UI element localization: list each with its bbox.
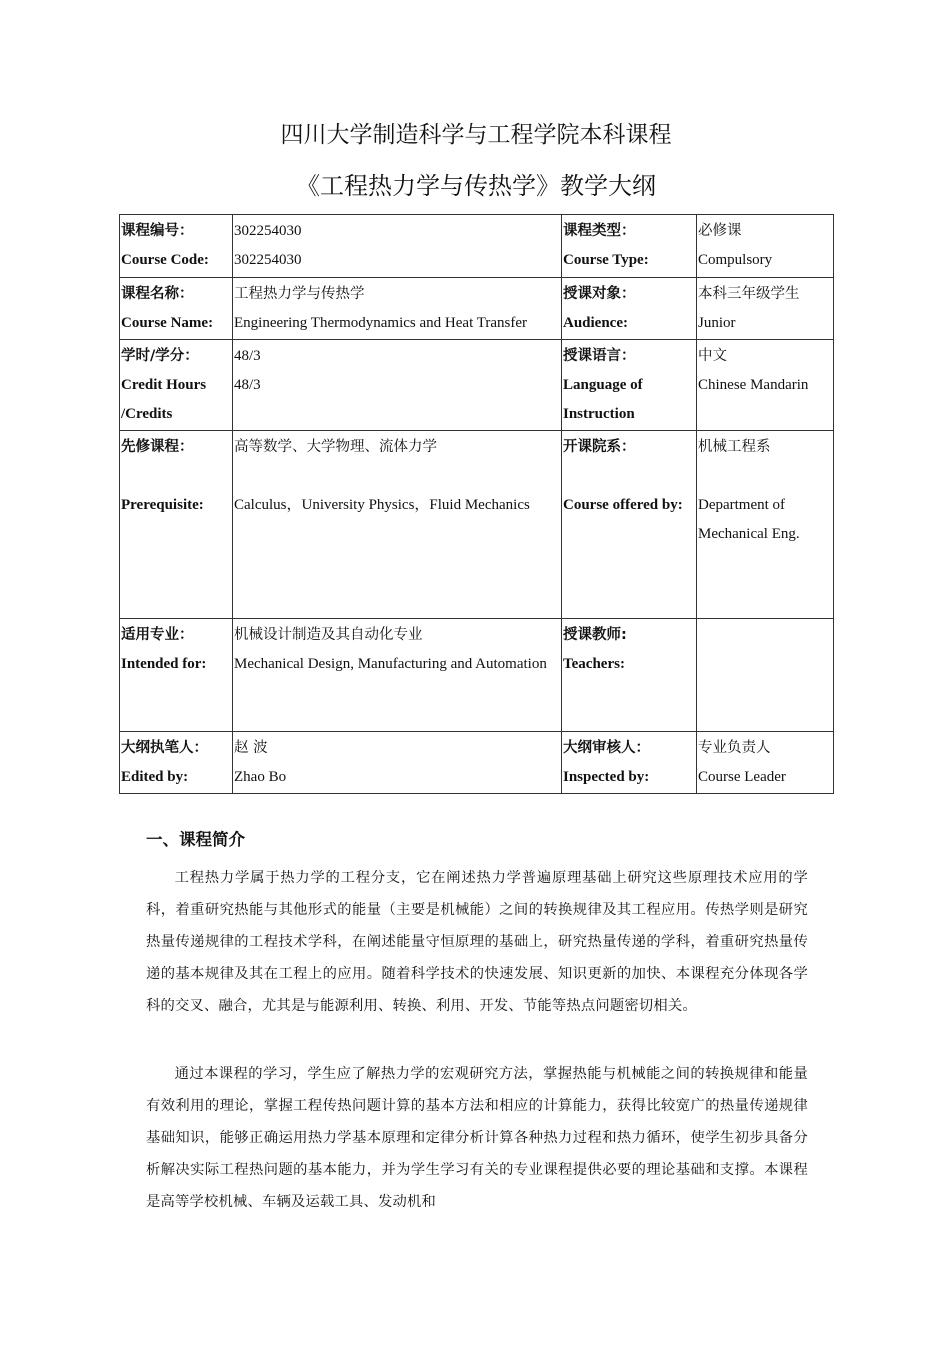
audience-label: 授课对象： Audience: — [562, 278, 697, 340]
intro-paragraph-2: 通过本课程的学习，学生应了解热力学的宏观研究方法，掌握热能与机械能之间的转换规律和能量有效利用的理论，掌握工程传热问题计算的基本方法和相应的计算能力，获得比较宽广的热量传递规律基础知识，能够正确运用热力学基本原理和定律分析计算各种热力过程和热力循环，使学生初步具备分析解决实际工程热问题的基本能力，并为学生学习有关的专业课程提供必要的理论基础和支撑。本课程是高等学校机械、车辆及运载工具、发动机和 — [146, 1066, 808, 1210]
edited-by-value: 赵 波 Zhao Bo — [233, 732, 562, 794]
intended-for-value: 机械设计制造及其自动化专业 Mechanical Design, Manufacturing and Automation — [233, 619, 562, 732]
inspected-by-value: 专业负责人 Course Leader — [697, 732, 834, 794]
course-code-value: 302254030 302254030 — [233, 215, 562, 278]
offered-by-value: 机械工程系 Department of Mechanical Eng. — [697, 431, 834, 619]
prerequisite-label: 先修课程： Prerequisite: — [120, 431, 233, 619]
table-row — [120, 619, 834, 732]
document-title: 四川大学制造科学与工程学院本科课程 — [280, 122, 672, 148]
audience-value: 本科三年级学生 Junior — [697, 278, 834, 340]
table-row — [120, 215, 834, 278]
course-name-value: 工程热力学与传热学 Engineering Thermodynamics and Heat Transfer — [233, 278, 562, 340]
language-label: 授课语言： Language of Instruction — [562, 340, 697, 431]
table-row — [120, 340, 834, 431]
language-value: 中文 Chinese Mandarin — [697, 340, 834, 431]
table-row — [120, 278, 834, 340]
teachers-label: 授课教师: Teachers: — [562, 619, 697, 732]
syllabus-title: 《工程热力学与传热学》教学大纲 — [296, 172, 656, 200]
credit-hours-label: 学时/学分： Credit Hours /Credits — [120, 340, 233, 431]
prerequisite-value: 高等数学、大学物理、流体力学 Calculus，University Physics，Fluid Mechanics — [233, 431, 562, 619]
course-type-label: 课程类型： Course Type: — [562, 215, 697, 278]
course-code-label: 课程编号： Course Code: — [120, 215, 233, 278]
table-row — [120, 431, 834, 619]
course-name-label: 课程名称： Course Name: — [120, 278, 233, 340]
table-row — [120, 732, 834, 794]
intro-paragraph-1: 工程热力学属于热力学的工程分支，它在阐述热力学普遍原理基础上研究这些原理技术应用的学科，着重研究热能与其他形式的能量（主要是机械能）之间的转换规律及其工程应用。传热学则是研究热量传递规律的工程技术学科，在阐述能量守恒原理的基础上，研究热量传递的学科，着重研究热量传递的基本规律及其在工程上的应用。随着科学技术的快速发展、知识更新的加快、本课程充分体现各学科的交叉、融合，尤其是与能源利用、转换、利用、开发、节能等热点问题密切相关。 — [146, 870, 808, 1014]
teachers-value — [697, 619, 834, 732]
course-info-table — [119, 214, 834, 794]
inspected-by-label: 大纲审核人： Inspected by: — [562, 732, 697, 794]
section-heading: 一、课程简介 — [146, 830, 245, 849]
course-type-value: 必修课 Compulsory — [697, 215, 834, 278]
offered-by-label: 开课院系： Course offered by: — [562, 431, 697, 619]
edited-by-label: 大纲执笔人： Edited by: — [120, 732, 233, 794]
credit-hours-value: 48/3 48/3 — [233, 340, 562, 431]
intended-for-label: 适用专业： Intended for: — [120, 619, 233, 732]
